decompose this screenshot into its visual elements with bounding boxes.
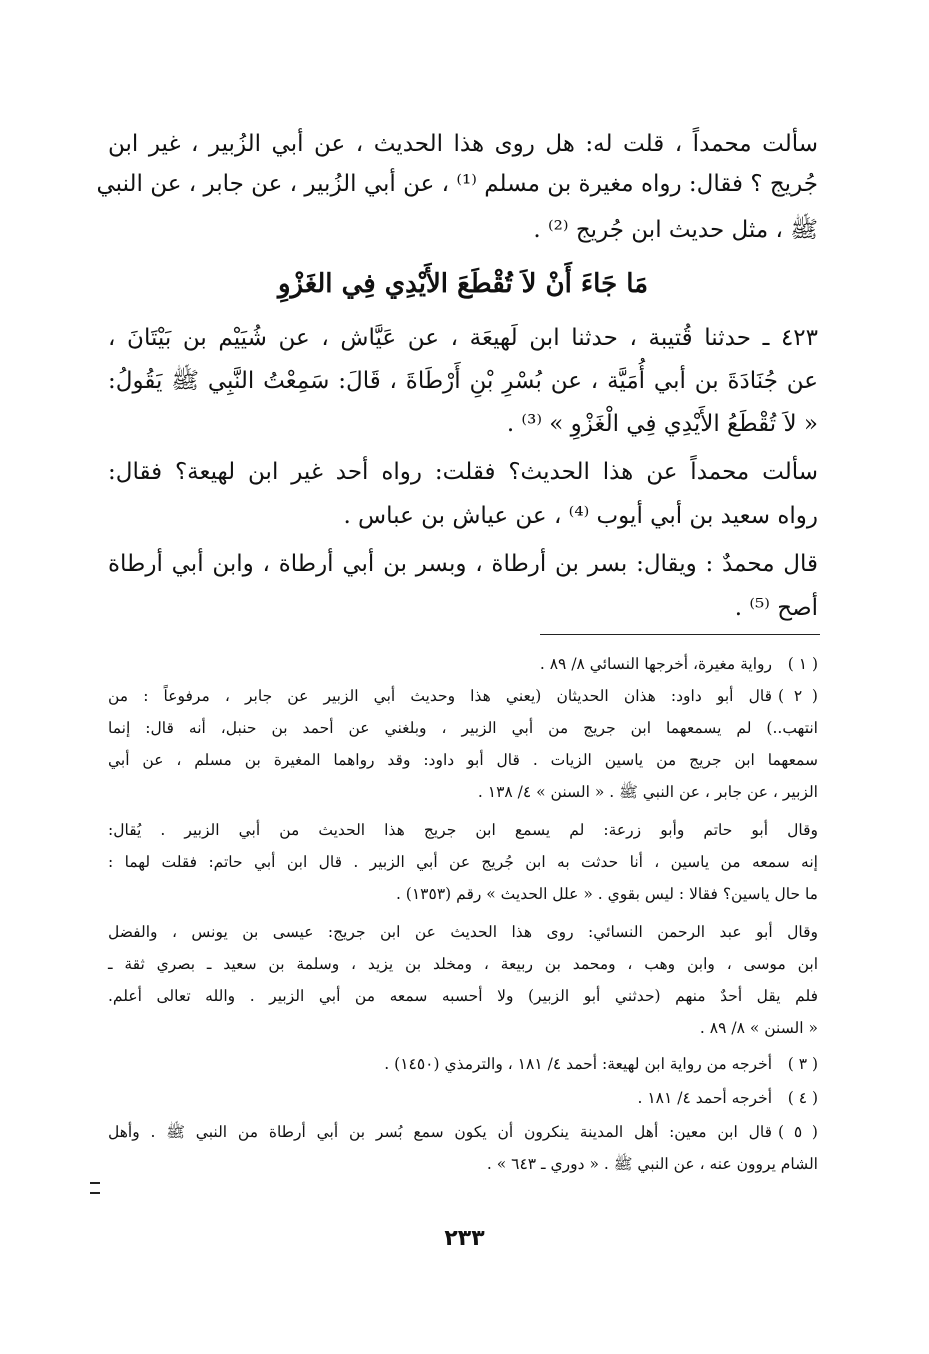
hadith-line: « لاَ تُقْطَعُ الأَيْدِي فِي الْغَزْوِ » ⁽³⁾ . <box>506 411 818 437</box>
page-number: ٢٣٣ <box>444 1226 485 1251</box>
footnote-text: أخرجه أحمد ٤/ ١٨١ . <box>637 1089 772 1107</box>
main-text-line: سألت محمداً ، قلت له: هل روى هذا الحديث ، عن أبي الزُبير ، غير ابن <box>108 131 818 157</box>
footnote-text: فلم يقل أحدٌ منهم (حدثني أبو الزبير) ولا أحسبه سمعه من أبي الزبير . والله تعالى أعلم. <box>108 987 818 1005</box>
footnote-text: « السنن » ٨/ ٨٩ . <box>699 1019 818 1037</box>
main-text-line: قال محمدٌ : ويقال: بسر بن أرطاة ، وبسر بن أبي أرطاة ، وابن أبي أرطاة <box>108 551 818 577</box>
footnote-number: ( ٥ ) <box>778 1123 818 1141</box>
footnote-3 <box>108 1050 818 1078</box>
footnote-number: ( ٣ ) <box>787 1055 818 1073</box>
footnote-separator <box>540 634 820 635</box>
footnote-text: الشام يروون عنه ، عن النبي ﷺ . « دوري ـ ٦٤٣ » . <box>486 1155 818 1173</box>
footnote-text: الزبير ، عن جابر ، عن النبي ﷺ . « السنن » ٤/ ١٣٨ . <box>477 783 818 801</box>
hadith-line: ٤٢٣ ـ حدثنا قُتيبة ، حدثنا ابن لَهيعَة ، عن عَيَّاش ، عن شُيَيْم بن بَيْتَانَ ، <box>108 325 818 351</box>
footnote-text: سمعهما ابن جريج من ياسين الزيات . قال أبو داود: وقد رواهما المغيرة بن مسلم ، عن أبي <box>108 751 818 769</box>
footnote-number: ( ٢ ) <box>778 687 818 705</box>
footnote-5 <box>108 1118 818 1146</box>
footnote-text: أخرجه من رواية ابن لهيعة: أحمد ٤/ ١٨١ ، والترمذي (١٤٥٠) . <box>384 1055 772 1073</box>
margin-mark <box>90 1182 100 1194</box>
footnote-2 <box>108 682 818 710</box>
main-text-line: رواه سعيد بن أبي أيوب ⁽⁴⁾ ، عن عياش بن عباس . <box>343 503 818 529</box>
footnote-4 <box>108 1084 818 1112</box>
footnote-text: إنه سمعه من ياسين ، أنا حدثت به ابن جُريج عن أبي الزبير . قال ابن أبي حاتم: فقلت لهما : <box>108 853 818 871</box>
footnote-text: ما حال ياسين؟ فقالا : ليس بقوي . « علل الحديث » رقم (١٣٥٣) . <box>395 885 818 903</box>
footnote-text: ابن موسى ، وابن وهب ، ومحمد بن ربيعة ، ومخلد بن يزيد ، وسلمة بن سعيد ـ بصري ثقة ـ <box>108 955 818 973</box>
hadith-line: عن جُنَادَةَ بن أبي أُمَيَّة ، عن بُسْرِ بْنِ أَرْطَاةَ ، قَالَ: سَمِعْتُ النَّبِي ﷺ يَقُولُ: <box>108 368 818 394</box>
footnote-text: رواية مغيرة، أخرجها النسائي ٨/ ٨٩ . <box>539 655 772 673</box>
main-text-line: جُريج ؟ فقال: رواه مغيرة بن مسلم ⁽¹⁾ ، عن أبي الزُبير ، عن جابر ، عن النبي <box>96 171 818 197</box>
footnote-number: ( ٤ ) <box>787 1089 818 1107</box>
footnote-1 <box>108 650 818 678</box>
chapter-heading: مَا جَاءَ أَنْ لاَ تُقْطَعَ الأَيْدِي فِي الغَزْوِ <box>277 269 649 299</box>
footnote-text: انتهب..) لم يسمعهما ابن جريج من أبي الزبير ، وبلغني عن أحمد بن حنبل، أنه قال: إنما <box>108 719 818 737</box>
footnote-text: وقال أبو حاتم وأبو زرعة: لم يسمع ابن جريج هذا الحديث من أبي الزبير . يُقال: <box>108 821 818 839</box>
main-text-line: سألت محمداً عن هذا الحديث؟ فقلت: رواه أحد غير ابن لهيعة؟ فقال: <box>108 459 818 485</box>
footnote-text: قال ابن معين: أهل المدينة ينكرون أن يكون سمع بُسر بن أبي أرطاة من النبي ﷺ . وأهل <box>108 1123 772 1141</box>
main-text-line: أصح ⁽⁵⁾ . <box>734 595 818 621</box>
footnote-text: وقال أبو عبد الرحمن النسائي: روى هذا الحديث عن ابن جريج: عيسى بن يونس ، والفضل <box>108 923 818 941</box>
main-text-line: ﷺ ، مثل حديث ابن جُريج ⁽²⁾ . <box>533 217 818 243</box>
footnote-text: قال أبو داود: هذان الحديثان (يعني هذا وحديث أبي الزبير عن جابر ، مرفوعاً : من <box>108 687 772 705</box>
footnote-number: ( ١ ) <box>787 655 818 673</box>
